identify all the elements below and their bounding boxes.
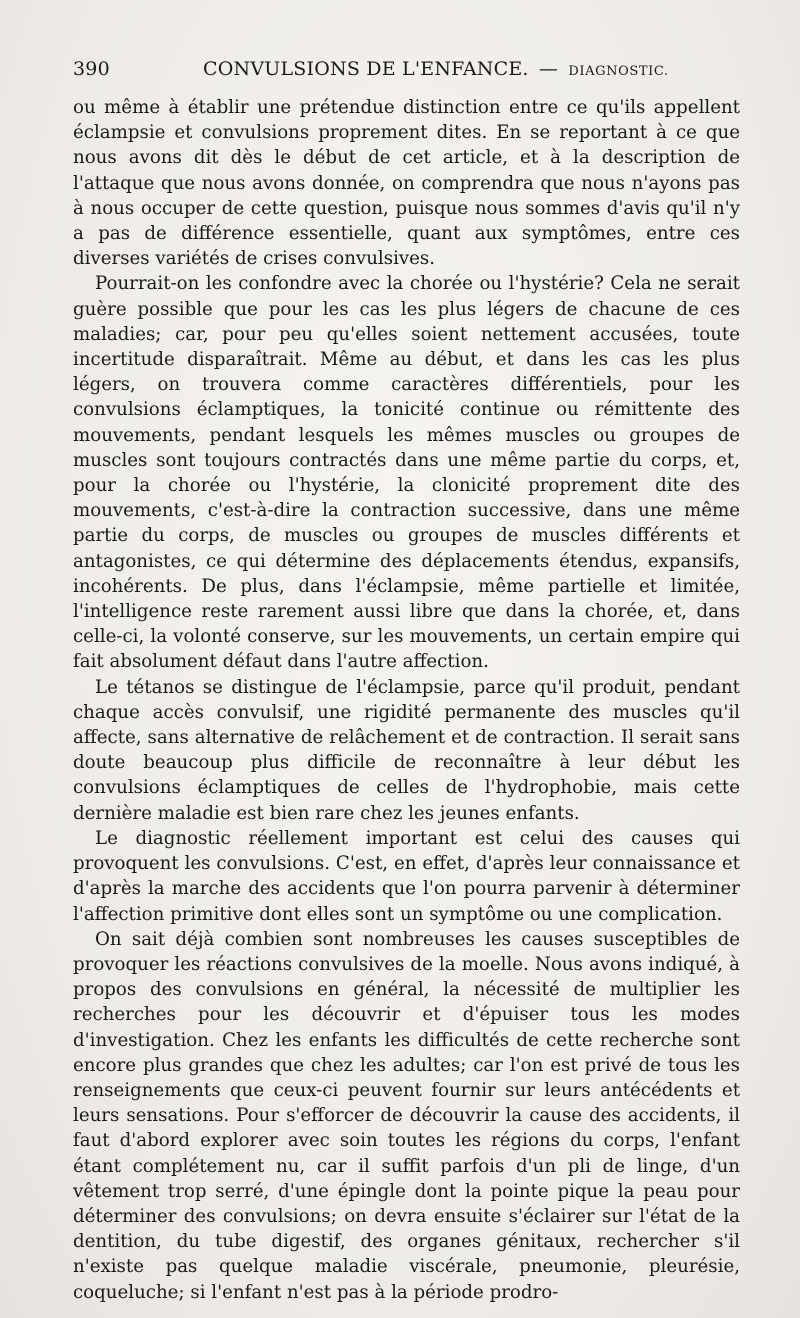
running-title [203,58,669,80]
paragraph-4: Le diagnostic réellement important est celui des causes qui provoquent les convulsions. C'est, en effet, d'après leur connaissance et d'après la marche des accidents que l'on pourra parvenir à déterminer l'affection primitive dont elles sont un symptôme ou une complication. [73,827,740,925]
page-number: 390 [73,58,110,80]
paragraph-1: ou même à établir une prétendue distinction entre ce qu'ils appellent éclampsie et convulsions proprement dites. En se reportant à ce que nous avons dit dès le début de cet article, et à la description de l'attaque que nous avons donnée, on comprendra que nous n'ayons pas à nous occuper de cette question, puisque nous sommes d'avis qu'il n'y a pas de différence essentielle, quant aux symptômes, entre ces diverses variétés de crises convulsives. [73,97,740,270]
chapter-title: CONVULSIONS DE L'ENFANCE. [203,58,529,80]
paragraph-3: Le tétanos se distingue de l'éclampsie, parce qu'il produit, pendant chaque accès convulsif, une rigidité permanente des muscles qu'il affecte, sans alternative de relâchement et de contraction. Il serait sans doute beaucoup plus difficile de reconnaître à leur début les convulsions éclamptiques de celles de l'hydrophobie, mais cette dernière maladie est bien rare chez les jeunes enfants. [73,676,740,824]
title-dash: — [538,58,559,80]
paragraph-5: On sait déjà combien sont nombreuses les causes susceptibles de provoquer les réactions convulsives de la moelle. Nous avons indiqué, à propos des convulsions en général, la nécessité de multiplier les recherches pour les découvrir et d'épuiser tous les modes d'investigation. Chez les enfants les difficultés de cette recherche sont encore plus grandes que chez les adultes; car l'on est privé de tous les renseignements que ceux-ci peuvent fournir sur leurs antécédents et leurs sensations. Pour s'efforcer de découvrir la cause des accidents, il faut d'abord explorer avec soin toutes les régions du corps, l'enfant étant complétement nu, car il suffit parfois d'un pli de linge, d'un vêtement trop serré, d'une épingle dont la pointe pique la peau pour déterminer des convulsions; on devra ensuite s'éclairer sur l'état de la dentition, du tube digestif, des organes génitaux, rechercher s'il n'existe pas quelque maladie viscérale, pneumonie, pleurésie, coqueluche; si l'enfant n'est pas à la période prodro- [73,928,740,1303]
body-text [73,95,740,1305]
page-header [73,58,740,88]
paragraph-2: Pourrait-on les confondre avec la chorée ou l'hystérie? Cela ne serait guère possible que pour les cas les plus légers de chacune de ces maladies; car, pour peu qu'elles soient nettement accusées, toute incertitude disparaîtrait. Même au début, et dans les cas les plus légers, on trouvera comme caractères différentiels, pour les convulsions éclamptiques, la tonicité continue ou rémittente des mouvements, pendant lesquels les mêmes muscles ou groupes de muscles sont toujours contractés dans une même partie du corps, et, pour la chorée ou l'hystérie, la clonicité proprement dite des mouvements, c'est-à-dire la contraction successive, dans une même partie du corps, de muscles ou groupes de muscles différents et antagonistes, ce qui détermine des déplacements étendus, expansifs, incohérents. De plus, dans l'éclampsie, même partielle et limitée, l'intelligence reste rarement aussi libre que dans la chorée, et, dans celle-ci, la volonté conserve, sur les mouvements, un certain empire qui fait absolument défaut dans l'autre affection. [73,273,740,673]
section-title: DIAGNOSTIC. [568,64,669,79]
